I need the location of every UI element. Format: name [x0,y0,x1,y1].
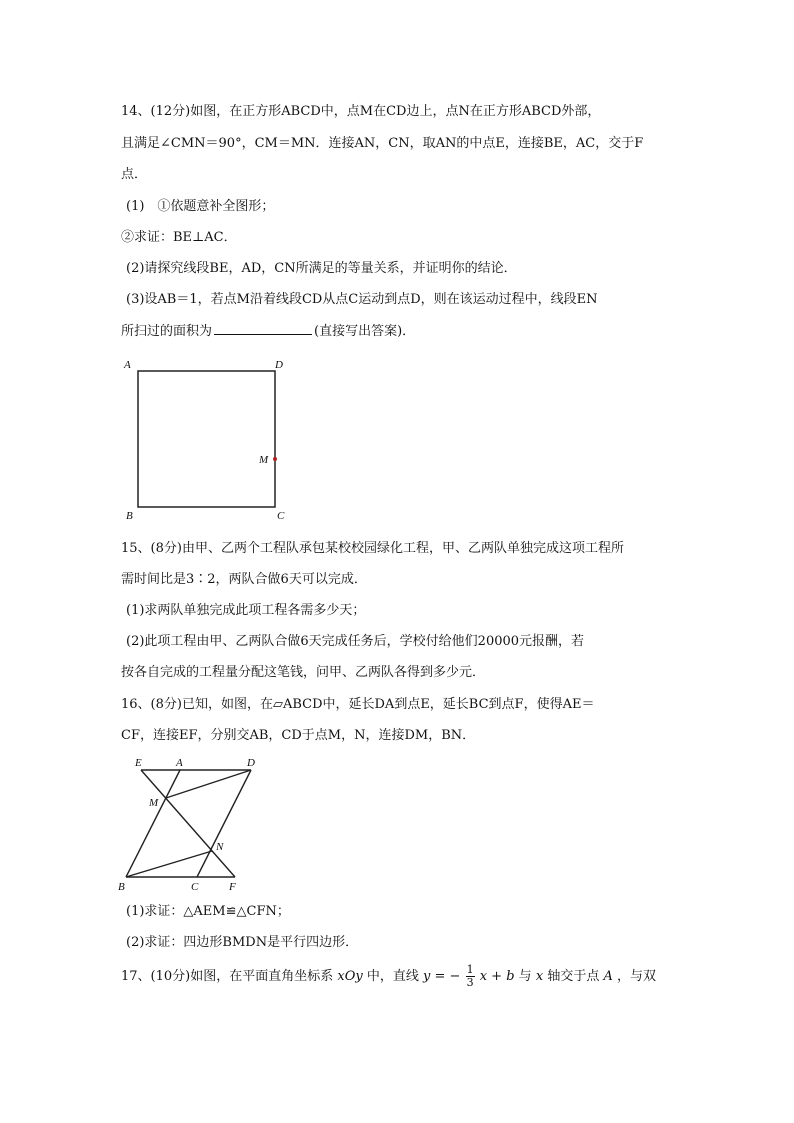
q16-line-4: (2)求证：四边形BMDN是平行四边形． [126,935,359,950]
q17-num: 1 [466,963,474,976]
parallelogram-figure [115,755,265,895]
label-a2: A [176,757,183,769]
q17-pointA: A [603,969,613,984]
label-d2: D [247,757,255,769]
q16-line-3: (1)求证：△AEM≌△CFN； [126,904,290,919]
q15-line-3: (1)求两队单独完成此项工程各需多少天； [126,603,366,618]
segment-dc [197,770,251,877]
q16-line-1: 16、(8分)已知，如图，在▱ABCD中，延长DA到点E，延长BC到点F，使得AE＝ [121,697,595,712]
q14-line-4: (1) ①依题意补全图形； [126,199,275,214]
q17-rest: x + b [479,969,515,984]
q15-line-2: 需时间比是3∶2，两队合做6天可以完成． [121,572,367,587]
label-f: F [229,881,236,893]
q17-line-1 [121,964,656,990]
q15-line-4: (2)此项工程由甲、乙两队合做6天完成任务后，学校付给他们20000元报酬，若 [126,634,585,649]
label-d: D [275,359,283,371]
square-abcd [138,371,275,507]
segment-ef [141,770,235,877]
label-c2: C [191,881,199,893]
q14-line-3: 点． [121,167,148,182]
q17-xoy: xOy [337,969,363,984]
q17-end: ，与双 [617,969,657,984]
label-b2: B [118,881,125,893]
label-e: E [135,757,142,769]
q17-fraction [466,964,475,989]
q17-y: y [423,969,431,984]
point-m [273,457,277,461]
q14-line-8 [121,322,415,341]
q15-line-5: 按各自完成的工程量分配这笔钱，问甲、乙两队各得到多少元． [121,665,486,680]
q14-line-1: 14、(12分)如图，在正方形ABCD中，点M在CD边上，点N在正方形ABCD外部， [121,104,601,119]
q14-line-7: (3)设AB＝1，若点M沿着线段CD从点C运动到点D，则在该运动过程中，线段EN [126,292,598,307]
q14-line-2: 且满足∠CMN＝90°，CM＝MN．连接AN，CN，取AN的中点E，连接BE，AC，交于F [121,136,644,151]
label-b: B [126,510,133,522]
q14-line-6: (2)请探究线段BE，AD，CN所满足的等量关系，并证明你的结论． [126,261,517,276]
answer-blank[interactable] [214,322,312,335]
square-figure [118,355,288,525]
q17-mid: 中，直线 [366,969,419,984]
q17-axis: 轴交于点 [547,969,600,984]
label-m: M [259,454,269,466]
label-c: C [277,510,285,522]
label-a: A [124,359,131,371]
label-n: N [216,841,224,853]
q15-line-1: 15、(8分)由甲、乙两个工程队承包某校校园绿化工程，甲、乙两队单独完成这项工程所 [121,541,624,556]
segment-ab [126,770,180,877]
label-m2: M [149,797,159,809]
q14-line-8-prefix: 所扫过的面积为 [121,324,213,339]
q17-x: x [535,969,544,984]
q14-line-5: ②求证：BE⊥AC． [121,230,237,245]
q16-line-2: CF，连接EF，分别交AB，CD于点M，N，连接DM，BN． [121,728,476,743]
q17-eq: = − [434,969,461,984]
q17-prefix: 17、(10分)如图，在平面直角坐标系 [121,969,334,984]
q17-den: 3 [466,976,474,989]
q17-with: 与 [518,969,532,984]
q14-line-8-suffix: (直接写出答案)． [314,324,416,339]
